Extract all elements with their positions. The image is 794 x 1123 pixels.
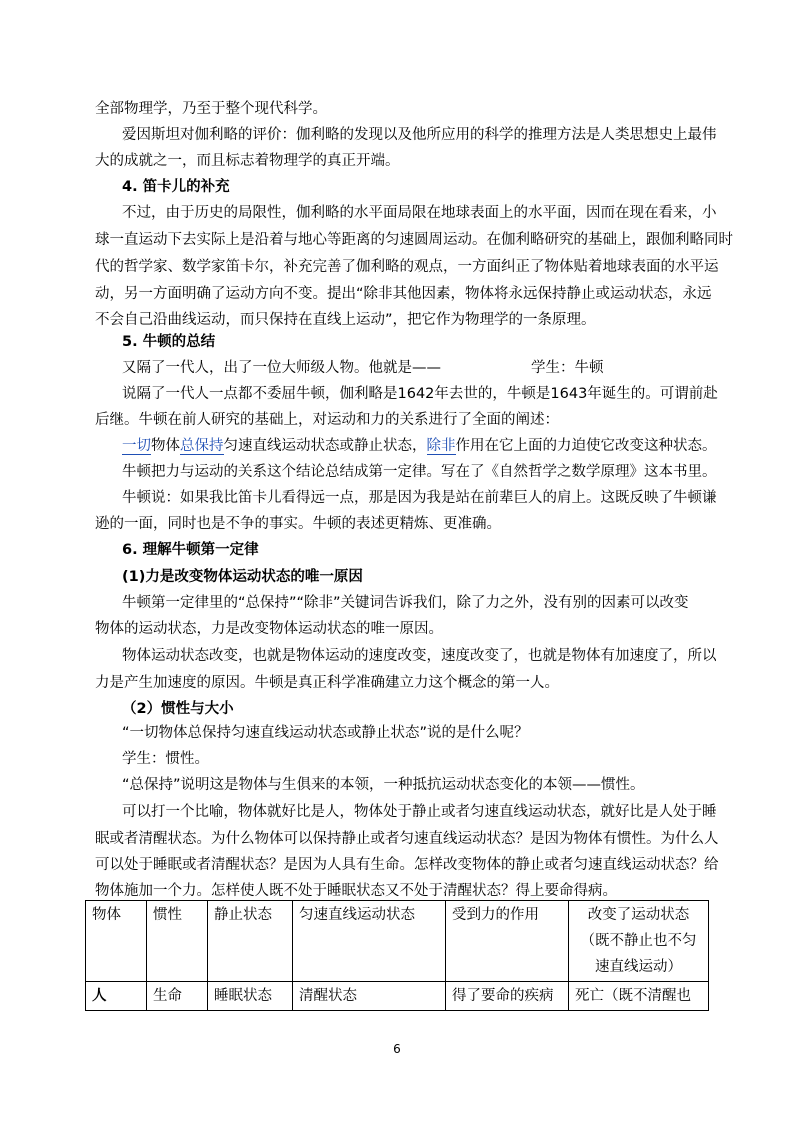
paragraph-line: 牛顿第一定律里的“总保持”“除非”关键词告诉我们，除了力之外，没有别的因素可以改变 (122, 595, 689, 611)
paragraph-line: “总保持”说明这是物体与生俱来的本领，一种抵抗运动状态变化的本领——惯性。 (122, 777, 645, 793)
paragraph-line (122, 355, 734, 381)
table-header-cell: 静止状态 (208, 901, 293, 982)
student-answer: 学生：牛顿 (531, 360, 604, 376)
paragraph-line: 爱因斯坦对伽利略的评价：伽利略的发现以及他所应用的科学的推理方法是人类思想史上最伟 (122, 127, 717, 143)
table-header-cell: 受到力的作用 (446, 901, 569, 982)
paragraph-line: “一切物体总保持匀速直线运动状态或静止状态”说的是什么呢？ (122, 725, 529, 741)
subsection-heading: （2）惯性与大小 (122, 701, 234, 717)
paragraph-line: 牛顿把力与运动的关系这个结论总结成第一定律。写在了《自然哲学之数学原理》这本书里。 (122, 464, 717, 480)
table-header-cell (569, 901, 709, 982)
law-text: 匀速直线运动状态或静止状态， (223, 438, 427, 454)
section-heading: 4. 笛卡儿的补充 (122, 179, 230, 195)
paragraph-line: 逊的一面，同时也是不争的事实。牛顿的表述更精炼、更准确。 (95, 516, 501, 532)
paragraph-line: 物体的运动状态，力是改变物体运动状态的唯一原因。 (95, 621, 443, 637)
table-row (86, 982, 709, 1011)
paragraph-line: 大的成就之一，而且标志着物理学的真正开端。 (95, 153, 400, 169)
paragraph-line: 可以打一个比喻，物体就好比是人，物体处于静止或者匀速直线运动状态，就好比是人处于睡 (122, 804, 717, 820)
paragraph-line: 物体运动状态改变，也就是物体运动的速度改变，速度改变了，也就是物体有加速度了，所以 (122, 648, 717, 664)
keyword-everything: 一切 (122, 438, 151, 454)
table-cell: 人 (86, 982, 147, 1011)
table-cell: 死亡（既不清醒也 (569, 982, 709, 1011)
section-heading: 6. 理解牛顿第一定律 (122, 542, 259, 558)
comparison-table (85, 900, 709, 1011)
header-text: 改变了运动状态 (587, 907, 690, 923)
paragraph-line: 牛顿说：如果我比笛卡儿看得远一点，那是因为我是站在前辈巨人的肩上。这既反映了牛顿谦 (122, 490, 717, 506)
paragraph-line: 可以处于睡眠或者清醒状态？是因为人具有生命。怎样改变物体的静止或者匀速直线运动状态？给 (95, 857, 719, 873)
paragraph-line: 学生：惯性。 (122, 751, 209, 767)
law-text: 作用在它上面的力迫使它改变这种状态。 (455, 438, 717, 454)
keyword-always-keep: 总保持 (180, 438, 224, 454)
paragraph-line: 不过，由于历史的局限性，伽利略的水平面局限在地球表面上的水平面，因而在现在看来，小 (122, 205, 717, 221)
paragraph-line: 后继。牛顿在前人研究的基础上，对运动和力的关系进行了全面的阐述： (95, 412, 559, 428)
paragraph-line: 说隔了一代人一点都不委屈牛顿，伽利略是1642年去世的，牛顿是1643年诞生的。可谓前赴 (122, 386, 718, 402)
table-cell: 得了要命的疾病 (446, 982, 569, 1011)
paragraph-line: 全部物理学，乃至于整个现代科学。 (95, 101, 327, 117)
table-header-cell: 物体 (86, 901, 147, 982)
page-number: 6 (393, 1042, 401, 1056)
header-note: （既不静止也不匀 (580, 933, 697, 949)
subsection-heading: (1)力是改变物体运动状态的唯一原因 (122, 569, 363, 585)
table-cell: 清醒状态 (293, 982, 446, 1011)
keyword-unless: 除非 (426, 438, 456, 454)
paragraph-text: 又隔了一代人，出了一位大师级人物。他就是—— (122, 360, 441, 376)
header-note: 速直线运动） (595, 959, 682, 975)
table-header-cell: 惯性 (147, 901, 208, 982)
paragraph-line: 代的哲学家、数学家笛卡尔，补充完善了伽利略的观点，一方面纠正了物体贴着地球表面的水平运 (95, 259, 719, 275)
section-heading: 5. 牛顿的总结 (122, 334, 216, 350)
paragraph-line: 动，另一方面明确了运动方向不变。提出“除非其他因素，物体将永远保持静止或运动状态，永远 (95, 286, 712, 302)
newton-law-statement (122, 433, 734, 459)
law-text: 物体 (151, 438, 180, 454)
table-header-row (86, 901, 709, 982)
table-cell: 生命 (147, 982, 208, 1011)
paragraph-line: 不会自己沿曲线运动，而只保持在直线上运动”，把它作为物理学的一条原理。 (95, 312, 596, 328)
paragraph-line: 物体施加一个力。怎样使人既不处于睡眠状态又不处于清醒状态？得上要命得病。 (95, 883, 617, 899)
table-cell: 睡眠状态 (208, 982, 293, 1011)
paragraph-line: 眠或者清醒状态。为什么物体可以保持静止或者匀速直线运动状态？是因为物体有惯性。为什么人 (95, 831, 719, 847)
paragraph-line: 力是产生加速度的原因。牛顿是真正科学准确建立力这个概念的第一人。 (95, 675, 559, 691)
table-header-cell: 匀速直线运动状态 (293, 901, 446, 982)
paragraph-line: 球一直运动下去实际上是沿着与地心等距离的匀速圆周运动。在伽利略研究的基础上，跟伽利略同时 (95, 232, 733, 248)
